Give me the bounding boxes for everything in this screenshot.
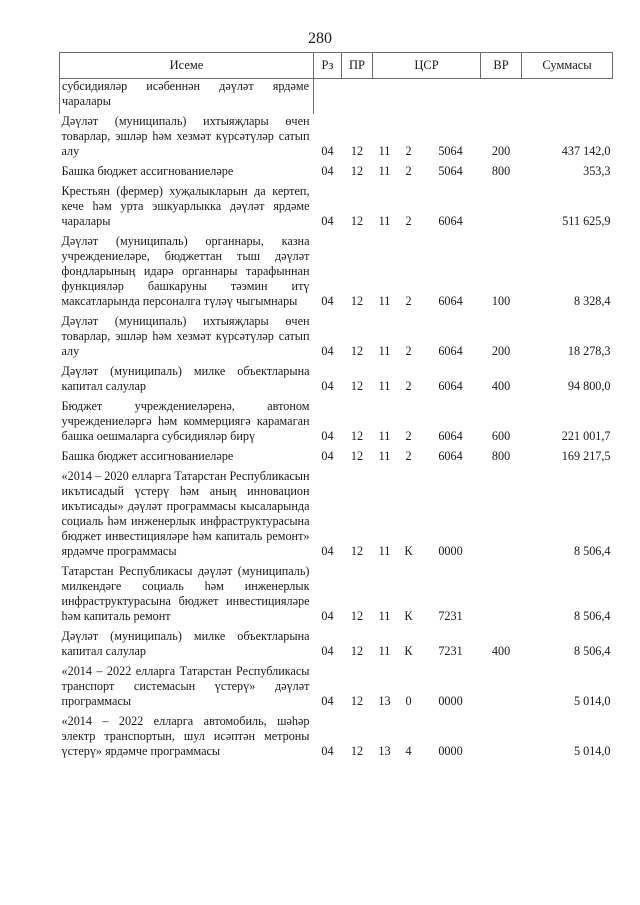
cell-csr-part1: 11: [378, 164, 391, 178]
table-row: [60, 234, 613, 314]
cell-csr-part2: 0: [405, 694, 412, 708]
cell-csr-part1: [373, 79, 397, 115]
table-row: [60, 714, 613, 764]
cell-sum: 8 506,4: [573, 544, 611, 558]
cell-csr-part3: 6064: [438, 214, 463, 228]
cell-csr-part3: 6064: [438, 449, 463, 463]
cell-csr-part1: 11: [378, 449, 391, 463]
cell-rz: 04: [321, 294, 334, 308]
cell-csr-part2: 2: [405, 344, 412, 358]
cell-csr-part3: 6064: [438, 429, 463, 443]
cell-name: Дәүләт (муниципаль) милке объектларына капитал салулар: [61, 364, 310, 393]
cell-rz: 04: [321, 379, 334, 393]
header-sum: Суммасы: [522, 53, 613, 79]
cell-csr-part3: [421, 79, 481, 115]
cell-vr: [481, 469, 522, 564]
cell-csr-part1: 11: [378, 379, 391, 393]
header-vr: ВР: [481, 53, 522, 79]
cell-rz: 04: [321, 609, 334, 623]
cell-csr-part3: 6064: [438, 379, 463, 393]
cell-rz: 04: [321, 694, 334, 708]
cell-csr-part1: 11: [378, 294, 391, 308]
cell-vr: [481, 184, 522, 234]
cell-pr: 12: [350, 379, 364, 393]
cell-csr-part2: К: [404, 644, 413, 658]
cell-sum: 5 014,0: [573, 694, 611, 708]
cell-name: Башка бюджет ассигнованиеләре: [61, 164, 234, 178]
header-pr: ПР: [342, 53, 373, 79]
cell-csr-part3: 0000: [438, 744, 463, 758]
budget-table: [59, 52, 613, 764]
cell-pr: 12: [350, 544, 364, 558]
cell-vr: 100: [491, 294, 511, 308]
cell-csr-part2: [397, 79, 421, 115]
cell-name: Крестьян (фермер) хуҗалыкларын да кертеп, кече һәм урта эшкуарлыкка дәүләт ярдәме чаралары: [61, 184, 310, 228]
table-row: [60, 469, 613, 564]
cell-name: Татарстан Республикасы дәүләт (муниципаль) милкендәге социаль һәм инженерлык инфраструктурасына бюджет инвестицияләре һәм капиталь ремонт: [61, 564, 310, 623]
cell-vr: 600: [491, 429, 511, 443]
cell-vr: [481, 79, 522, 115]
cell-csr-part2: 2: [405, 449, 412, 463]
cell-name: Башка бюджет ассигнованиеләре: [61, 449, 234, 463]
cell-name: «2014 – 2020 елларга Татарстан Республикасын икътисадый үстерү һәм аның инновацион икътисады» дәүләт программасы кысаларында социаль һәм инженерлык инфраструктурасына бюджет инвестицияләре һәм капиталь ремонт» ярдәмче программасы: [61, 469, 310, 558]
cell-vr: 200: [491, 144, 511, 158]
cell-pr: 12: [350, 609, 364, 623]
header-name: Исеме: [60, 53, 314, 79]
cell-rz: 04: [321, 544, 334, 558]
cell-name: Дәүләт (муниципаль) ихтыяҗлары өчен товарлар, эшләр һәм хезмәт күрсәтүләр сатып алу: [61, 314, 310, 358]
table-row: [60, 664, 613, 714]
table-row: [60, 314, 613, 364]
cell-name: субсидияләр исәбеннән дәүләт ярдәме чаралары: [60, 79, 314, 115]
cell-pr: 12: [350, 294, 364, 308]
cell-pr: 12: [350, 644, 364, 658]
cell-name: «2014 – 2022 елларга Татарстан Республикасы транспорт системасын үстерү» дәүләт программасы: [61, 664, 310, 708]
cell-vr: [481, 564, 522, 629]
table-row: [60, 164, 613, 184]
cell-rz: 04: [321, 429, 334, 443]
cell-csr-part1: 11: [378, 214, 391, 228]
cell-csr-part3: 0000: [438, 694, 463, 708]
table-row: [60, 629, 613, 664]
cell-sum: [522, 79, 613, 115]
table-row: [60, 184, 613, 234]
cell-pr: 12: [350, 429, 364, 443]
cell-vr: 400: [491, 379, 511, 393]
cell-vr: 800: [491, 449, 511, 463]
cell-name: Дәүләт (муниципаль) ихтыяҗлары өчен товарлар, эшләр һәм хезмәт күрсәтүләр сатып алу: [61, 114, 310, 158]
cell-csr-part2: К: [404, 544, 413, 558]
cell-csr-part3: 5064: [438, 164, 463, 178]
cell-rz: 04: [321, 449, 334, 463]
page-number: 280: [308, 30, 332, 47]
table-row: [60, 449, 613, 469]
cell-vr: [481, 714, 522, 764]
cell-sum: 511 625,9: [562, 214, 611, 228]
cell-rz: 04: [321, 214, 334, 228]
cell-csr-part1: 11: [378, 429, 391, 443]
cell-csr-part1: 11: [378, 144, 391, 158]
table-row: [60, 79, 613, 115]
cell-csr-part2: 2: [405, 164, 412, 178]
cell-csr-part3: 6064: [438, 344, 463, 358]
cell-rz: 04: [321, 164, 334, 178]
cell-pr: 12: [350, 344, 364, 358]
cell-sum: 8 506,4: [573, 644, 611, 658]
cell-vr: 200: [491, 344, 511, 358]
cell-csr-part3: 7231: [438, 609, 463, 623]
cell-csr-part1: 11: [378, 609, 391, 623]
cell-csr-part3: 7231: [438, 644, 463, 658]
cell-sum: 437 142,0: [561, 144, 611, 158]
cell-csr-part3: 0000: [438, 544, 463, 558]
cell-csr-part1: 11: [378, 544, 391, 558]
cell-csr-part1: 13: [378, 694, 391, 708]
cell-name: Дәүләт (муниципаль) органнары, казна учреждениеләре, бюджеттан тыш дәүләт фондларының идарә органнары тарафыннан функцияләр башкаруны тәэмин итү максатларында персоналга түләү чыгымнары: [61, 234, 310, 308]
table-body: [60, 79, 613, 765]
cell-sum: 169 217,5: [561, 449, 611, 463]
cell-pr: 12: [350, 164, 364, 178]
cell-csr-part1: 11: [378, 644, 391, 658]
cell-vr: 800: [491, 164, 511, 178]
cell-pr: 12: [350, 744, 364, 758]
cell-pr: 12: [350, 694, 364, 708]
cell-sum: 18 278,3: [567, 344, 611, 358]
cell-rz: 04: [321, 644, 334, 658]
cell-rz: 04: [321, 344, 334, 358]
cell-csr-part2: 4: [405, 744, 412, 758]
cell-csr-part3: 5064: [438, 144, 463, 158]
table-row: [60, 114, 613, 164]
header-csr: ЦСР: [373, 53, 481, 79]
cell-pr: 12: [350, 449, 364, 463]
cell-csr-part1: 13: [378, 744, 391, 758]
cell-rz: 04: [321, 744, 334, 758]
table-row: [60, 364, 613, 399]
cell-name: Дәүләт (муниципаль) милке объектларына капитал салулар: [61, 629, 310, 658]
cell-name: Бюджет учреждениеләренә, автоном учреждениеләргә һәм коммерциягә карамаган башка оешмаларга субсидияләр бирү: [61, 399, 310, 443]
cell-pr: 12: [350, 144, 364, 158]
cell-csr-part2: 2: [405, 294, 412, 308]
cell-csr-part2: 2: [405, 214, 412, 228]
table-row: [60, 399, 613, 449]
cell-csr-part2: К: [404, 609, 413, 623]
cell-name: «2014 – 2022 елларга автомобиль, шәһәр электр транспортын, шул исәптән метроны үстерү» ярдәмче программасы: [61, 714, 310, 758]
cell-csr-part1: 11: [378, 344, 391, 358]
cell-rz: 04: [321, 144, 334, 158]
cell-sum: 353,3: [583, 164, 611, 178]
cell-csr-part3: 6064: [438, 294, 463, 308]
cell-sum: 8 328,4: [573, 294, 611, 308]
cell-sum: 8 506,4: [573, 609, 611, 623]
cell-pr: 12: [350, 214, 364, 228]
cell-vr: [481, 664, 522, 714]
cell-rz: [314, 79, 342, 115]
cell-pr: [342, 79, 373, 115]
cell-sum: 221 001,7: [561, 429, 611, 443]
cell-csr-part2: 2: [405, 379, 412, 393]
cell-vr: 400: [491, 644, 511, 658]
cell-sum: 5 014,0: [573, 744, 611, 758]
cell-csr-part2: 2: [405, 144, 412, 158]
table-header: [60, 53, 613, 79]
cell-csr-part2: 2: [405, 429, 412, 443]
table-row: [60, 564, 613, 629]
cell-sum: 94 800,0: [567, 379, 611, 393]
header-rz: Рз: [314, 53, 342, 79]
